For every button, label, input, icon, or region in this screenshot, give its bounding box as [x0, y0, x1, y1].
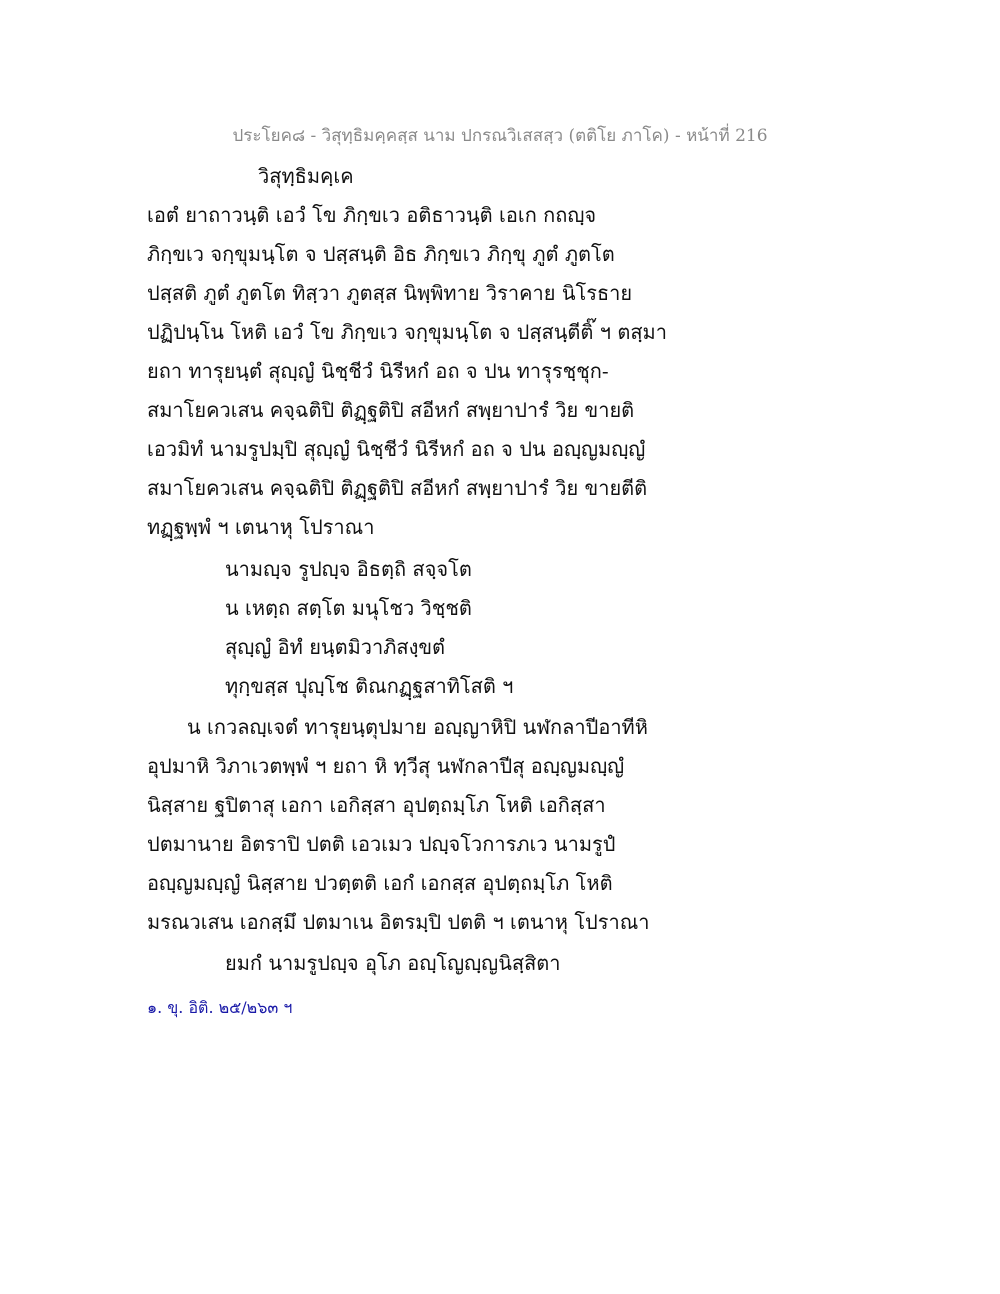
- text-line: มรณวเสน เอกสฺมึ ปตมาเน อิตรมฺปิ ปตติ ฯ เตนาหุ โปราณา: [147, 910, 650, 934]
- footnote: ๑. ขุ. อิติ. ๒๕/๒๖๓ ฯ: [147, 998, 293, 1017]
- verse-line: สุญฺญํ อิทํ ยนฺตมิวาภิสงฺขตํ: [225, 635, 446, 659]
- text-line: อญฺญมญฺญํ นิสฺสาย ปวตฺตติ เอกํ เอกสฺส อุปตฺถมฺโภ โหติ: [147, 871, 613, 895]
- verse-line: ยมกํ นามรูปญฺจ อุโภ อญฺโญญฺญนิสฺสิตา: [225, 951, 561, 975]
- verse-line: นามญฺจ รูปญฺจ อิธตฺถิ สจฺจโต: [225, 557, 472, 581]
- text-line: น เกวลญฺเจตํ ทารุยนฺตุปมาย อญฺญาหิปิ นฬกลาปีอาทีหิ: [187, 715, 648, 739]
- text-line: เอวมิทํ นามรูปมฺปิ สุญฺญํ นิชฺชีวํ นิรีหกํ อถ จ ปน อญฺญมญฺญํ: [147, 437, 646, 461]
- verse-line: ทุกฺขสฺส ปุญฺโช ติณกฏฺฐสาทิโสติ ฯ: [225, 674, 514, 698]
- text-line: อุปมาหิ วิภาเวตพฺพํ ฯ ยถา หิ ทฺวีสุ นฬกลาปีสุ อญฺญมญฺญํ: [147, 754, 625, 778]
- text-line: สมาโยควเสน คจฺฉติปิ ติฏฺฐติปิ สอีหกํ สพฺยาปารํ วิย ขายติ: [147, 398, 635, 422]
- text-line: ปตมานาย อิตราปิ ปตติ เอวเมว ปญฺจโวการภเว นามรูปํ: [147, 832, 616, 856]
- text-line: ปสฺสติ ภูตํ ภูตโต ทิสฺวา ภูตสฺส นิพฺพิทาย วิราคาย นิโรธาย: [147, 281, 633, 305]
- page-header-text: ประโยค๘ - วิสุทฺธิมคฺคสฺส นาม ปกรณวิเสสสฺว (ตติโย ภาโค) - หน้าที่ 216: [232, 126, 768, 146]
- page-header: [0, 122, 1000, 149]
- text-line: ยถา ทารุยนฺตํ สุญฺญํ นิชฺชีวํ นิรีหกํ อถ จ ปน ทารุรชฺชุก-: [147, 359, 609, 383]
- verse-line: น เหตฺถ สตฺโต มนุโชว วิชฺชติ: [225, 596, 472, 620]
- text-line: ภิกฺขเว จกฺขุมนฺโต จ ปสฺสนฺติ อิธ ภิกฺขเว ภิกฺขุ ภูตํ ภูตโต: [147, 242, 615, 266]
- text-line: นิสฺสาย ฐปิตาสุ เอกา เอกิสฺสา อุปตฺถมฺโภ โหติ เอกิสฺสา: [147, 793, 606, 817]
- text-line: ทฏฺฐพฺพํ ฯ เตนาหุ โปราณา: [147, 515, 375, 539]
- text-line: ปฏิปนฺโน โหติ เอวํ โข ภิกฺขเว จกฺขุมนฺโต จ ปสฺสนฺตีติ๊ ฯ ตสฺมา: [147, 320, 667, 344]
- text-line: สมาโยควเสน คจฺฉติปิ ติฏฺฐติปิ สอีหกํ สพฺยาปารํ วิย ขายตีติ: [147, 476, 648, 500]
- text-line: เอตํ ยาถาวนฺติ เอวํ โข ภิกฺขเว อติธาวนฺติ เอเก กถญฺจ: [147, 203, 597, 227]
- section-title: วิสุทฺธิมคฺเค: [258, 164, 354, 188]
